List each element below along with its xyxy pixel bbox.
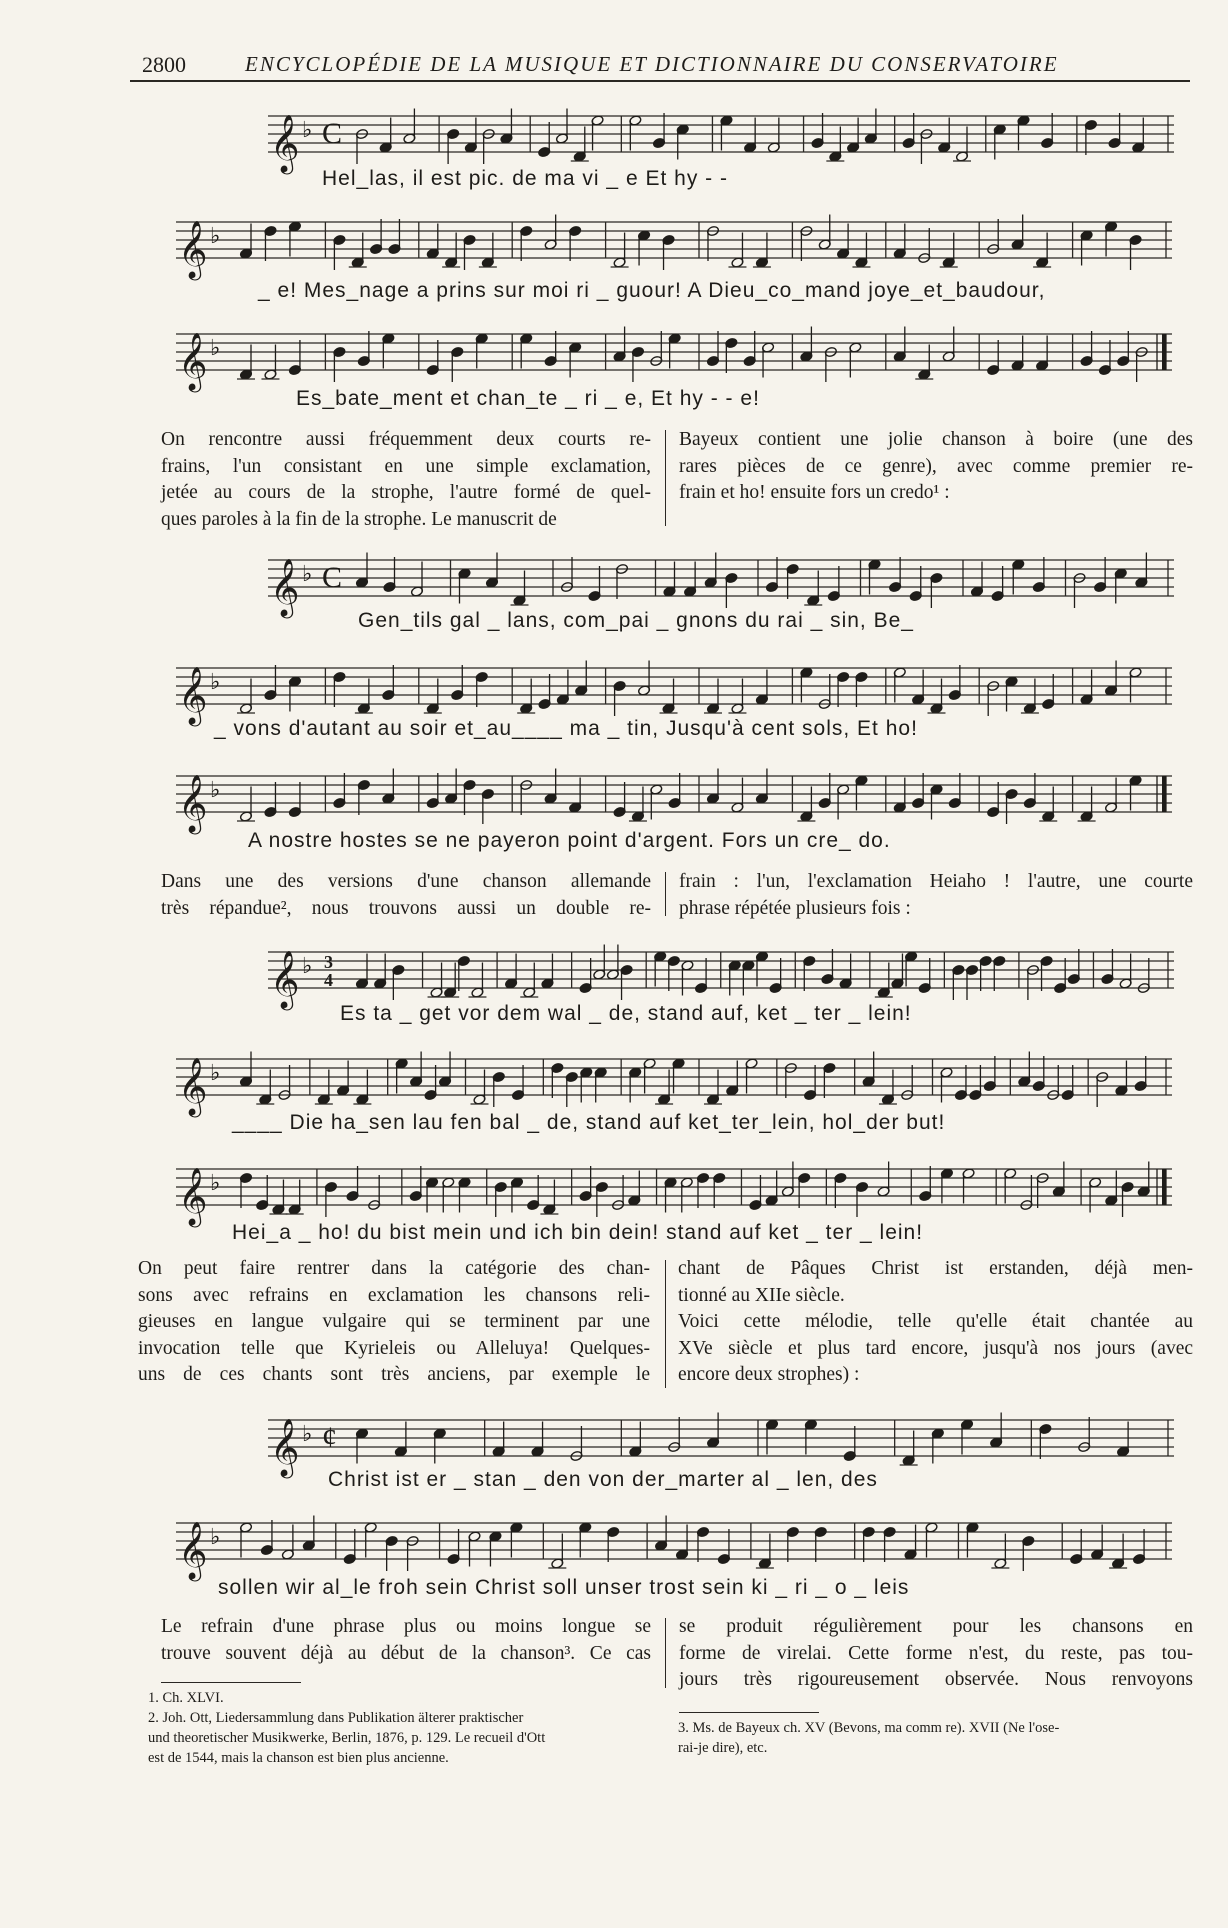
staff-lines (176, 1047, 1172, 1115)
flat-sign-icon: ♭ (210, 224, 221, 249)
staff-lines (176, 322, 1172, 390)
lyric-line: A nostre hostes se ne payeron point d'argent. Fors un cre_ do. (248, 829, 891, 852)
music-staff (176, 322, 1172, 390)
music-staff (268, 104, 1174, 172)
column-divider (665, 1260, 666, 1388)
flat-sign-icon: ♭ (210, 336, 221, 361)
footnote: rai-je dire), etc. (678, 1740, 768, 1756)
treble-clef-icon: 𝄞 (178, 332, 208, 390)
music-staff (268, 1408, 1174, 1476)
staff-lines (176, 1511, 1172, 1579)
paragraph-right: Bayeux contient une jolie chanson à boire (une des rares pièces de ce genre), avec comme premier re- frain et ho! ensuite fors un credo¹ : (679, 429, 1193, 503)
svg-text:3: 3 (324, 952, 333, 972)
staff-lines (176, 656, 1172, 724)
music-staff (176, 1157, 1172, 1225)
footnote: und theoretischer Musikwerke, Berlin, 1876, p. 129. Le recueil d'Ott (148, 1730, 546, 1746)
page-header (130, 52, 1190, 82)
flat-sign-icon: ♭ (302, 1422, 313, 1447)
treble-clef-icon: 𝄞 (178, 666, 208, 724)
staff-lines (176, 1157, 1172, 1225)
footnote: 2. Joh. Ott, Liedersammlung dans Publikation älterer praktischer (148, 1710, 524, 1726)
staff-lines (268, 104, 1174, 172)
staff-lines (268, 940, 1174, 1008)
column-divider (665, 872, 666, 916)
lyric-line: Gen_tils gal _ lans, com_pai _ gnons du rai _ sin, Be_ (358, 609, 914, 632)
time-signature: C (322, 117, 343, 150)
lyric-line: Hei_a _ ho! du bist mein und ich bin dein! stand auf ket _ ter _ lein! (232, 1221, 924, 1244)
footnote: 3. Ms. de Bayeux ch. XV (Bevons, ma comm re). XVII (Ne l'ose- (678, 1720, 1060, 1736)
paragraph-left: Le refrain d'une phrase plus ou moins longue se trouve souvent déjà au début de la chanson³. Ce cas (161, 1616, 651, 1664)
flat-sign-icon: ♭ (302, 118, 313, 143)
music-staff (176, 764, 1172, 832)
treble-clef-icon: 𝄞 (178, 774, 208, 832)
footnotes-right (678, 1718, 1193, 1758)
lyric-line: Es ta _ get vor dem wal _ de, stand auf, ket _ ter _ lein! (340, 1002, 912, 1025)
footnote: est de 1544, mais la chanson est bien plus ancienne. (148, 1750, 449, 1766)
column-divider (665, 430, 666, 526)
column-divider (665, 1618, 666, 1688)
staff-lines (268, 548, 1174, 616)
treble-clef-icon: 𝄞 (178, 1167, 208, 1225)
time-signature: ¢ (322, 1421, 337, 1454)
music-staff (268, 940, 1174, 1008)
time-signature: C (322, 561, 343, 594)
flat-sign-icon: ♭ (210, 670, 221, 695)
paragraph-right: frain : l'un, l'exclamation Heiaho ! l'autre, une courte phrase répétée plusieurs fois : (679, 871, 1193, 919)
footnote: 1. Ch. XLVI. (148, 1690, 224, 1706)
music-staff (176, 1511, 1172, 1579)
staff-lines (268, 1408, 1174, 1476)
paragraph-left: On rencontre aussi fréquemment deux courts re- frains, l'un consistant en une simple exclamation, jetée au cours de la strophe, l'autre formé de quel- ques paroles à la fin de la strophe. Le manuscrit de (161, 429, 651, 530)
music-staff (176, 656, 1172, 724)
running-title: ENCYCLOPÉDIE DE LA MUSIQUE ET DICTIONNAIRE DU CONSERVATOIRE (245, 52, 1059, 76)
footnotes-left (148, 1688, 658, 1768)
flat-sign-icon: ♭ (302, 562, 313, 587)
paragraph-right: chant de Pâques Christ ist erstanden, déjà men- tionné au XIIe siècle. Voici cette mélodie, telle qu'elle était chantée au XVe siècle et plus tard encore, jusqu'à nos jours (avec encore deux strophes) : (678, 1258, 1193, 1385)
flat-sign-icon: ♭ (210, 778, 221, 803)
treble-clef-icon: 𝄞 (270, 950, 300, 1008)
footnote-rule (161, 1682, 301, 1683)
flat-sign-icon: ♭ (210, 1171, 221, 1196)
flat-sign-icon: ♭ (302, 954, 313, 979)
lyric-line: _ e! Mes_nage a prins sur moi ri _ guour! A Dieu_co_mand joye_et_baudour, (258, 279, 1046, 302)
paragraph-left: Dans une des versions d'une chanson allemande très répandue², nous trouvons aussi un double re- (161, 871, 651, 919)
music-staff (176, 1047, 1172, 1115)
treble-clef-icon: 𝄞 (270, 1418, 300, 1476)
svg-text:4: 4 (324, 970, 333, 990)
lyric-line: _ vons d'autant au soir et_au____ ma _ tin, Jusqu'à cent sols, Et ho! (214, 717, 918, 740)
lyric-line: Christ ist er _ stan _ den von der_marter al _ len, des (328, 1468, 878, 1491)
treble-clef-icon: 𝄞 (270, 558, 300, 616)
page-number: 2800 (142, 52, 186, 77)
music-staff (268, 548, 1174, 616)
music-staff (176, 210, 1172, 278)
footnote-rule (679, 1712, 819, 1713)
paragraph-right: se produit régulièrement pour les chansons en forme de virelai. Cette forme n'est, du reste, pas tou- jours très rigoureusement observée. Nous renvoyons (679, 1616, 1193, 1690)
lyric-line: sollen wir al_le froh sein Christ soll unser trost sein ki _ ri _ o _ leis (218, 1576, 910, 1599)
flat-sign-icon: ♭ (210, 1525, 221, 1550)
treble-clef-icon: 𝄞 (270, 114, 300, 172)
treble-clef-icon: 𝄞 (178, 1521, 208, 1579)
treble-clef-icon: 𝄞 (178, 220, 208, 278)
staff-lines (176, 764, 1172, 832)
lyric-line: Es_bate_ment et chan_te _ ri _ e, Et hy - - e! (296, 387, 760, 410)
paragraph-left: On peut faire rentrer dans la catégorie des chan- sons avec refrains en exclamation les chansons reli- gieuses en langue vulgaire qui se terminent par une invocation telle que Kyrieleis ou Alleluya! Quelques- uns de ces chants sont très anciens, par exemple le (138, 1258, 650, 1385)
treble-clef-icon: 𝄞 (178, 1057, 208, 1115)
flat-sign-icon: ♭ (210, 1061, 221, 1086)
lyric-line: ____ Die ha_sen lau fen bal _ de, stand auf ket_ter_lein, hol_der but! (232, 1111, 946, 1134)
staff-lines (176, 210, 1172, 278)
lyric-line: Hel_las, il est pic. de ma vi _ e Et hy - - (322, 167, 728, 190)
